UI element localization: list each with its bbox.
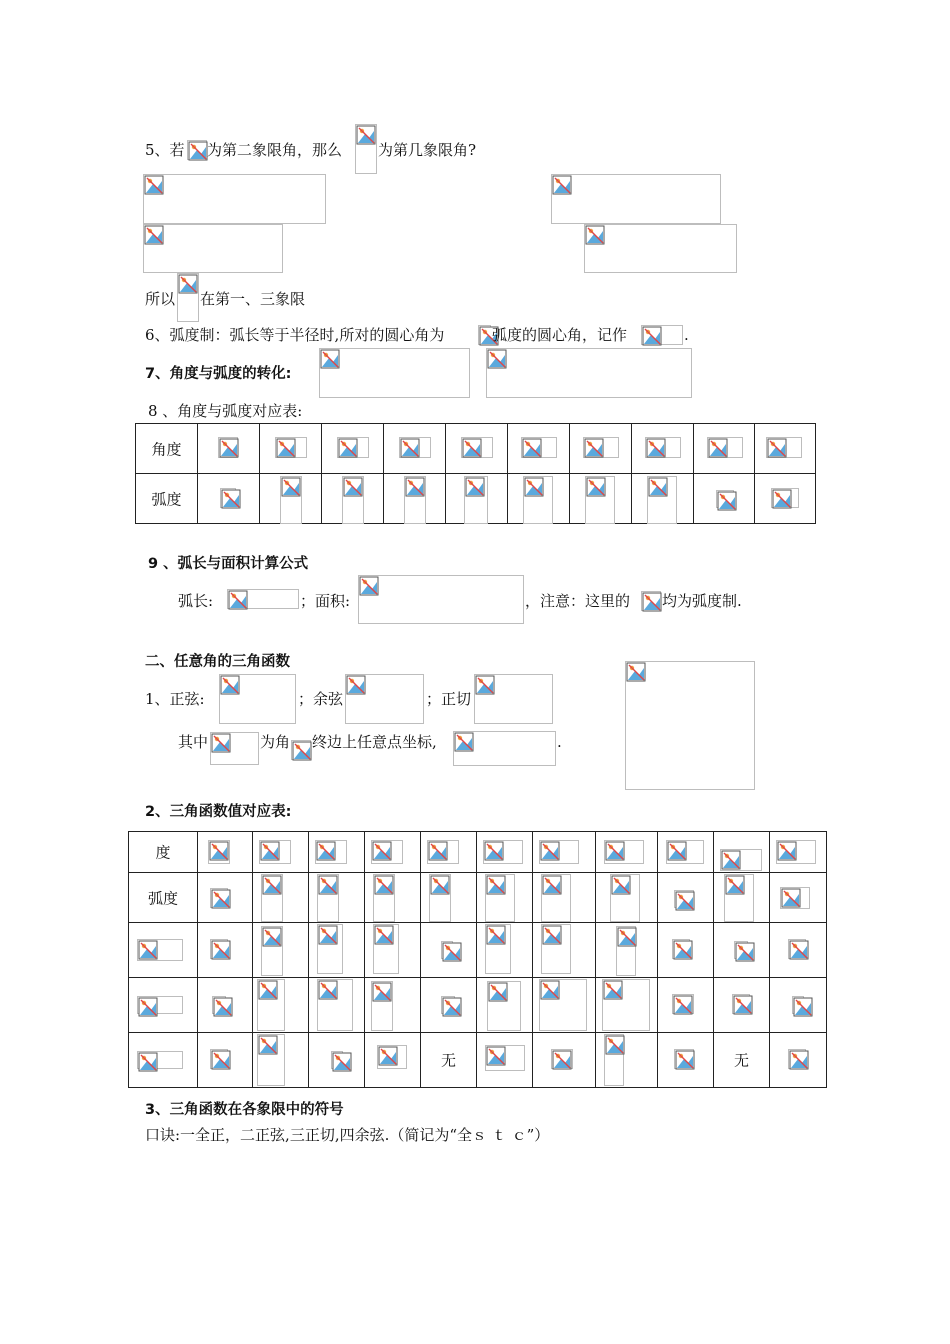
broken-image-icon bbox=[221, 489, 241, 509]
broken-image-icon bbox=[725, 875, 745, 895]
table-row bbox=[129, 923, 827, 978]
broken-image-icon bbox=[475, 675, 495, 695]
formula-image bbox=[672, 939, 690, 959]
formula-image bbox=[210, 888, 228, 908]
broken-image-icon bbox=[777, 841, 797, 861]
broken-image-icon bbox=[767, 438, 787, 458]
broken-image-icon bbox=[617, 927, 637, 947]
broken-image-icon bbox=[213, 997, 233, 1017]
formula-image bbox=[647, 476, 677, 524]
formula-image bbox=[478, 325, 491, 345]
formula-image bbox=[137, 1051, 183, 1069]
formula-image bbox=[317, 979, 353, 1031]
broken-image-icon bbox=[540, 980, 560, 1000]
broken-image-icon bbox=[258, 980, 278, 1000]
formula-image bbox=[604, 1034, 624, 1086]
formula-image bbox=[585, 476, 615, 524]
formula-image bbox=[666, 840, 704, 864]
broken-image-icon bbox=[178, 274, 198, 294]
broken-image-icon bbox=[605, 841, 625, 861]
formula-image bbox=[724, 874, 754, 922]
row-header-label: 弧度 bbox=[151, 490, 182, 508]
formula-image bbox=[220, 488, 236, 508]
table-row bbox=[129, 832, 827, 873]
sec5-result-a: 所以 bbox=[145, 290, 176, 308]
sec5-text-c: 为第几象限角? bbox=[378, 141, 477, 159]
broken-image-icon bbox=[209, 841, 229, 861]
row-header-label: 弧度 bbox=[147, 889, 178, 907]
broken-image-icon bbox=[735, 942, 755, 962]
formula-image bbox=[212, 996, 226, 1014]
broken-image-icon bbox=[442, 997, 462, 1017]
formula-image bbox=[771, 488, 799, 508]
formula-image bbox=[427, 840, 459, 864]
broken-image-icon bbox=[430, 875, 450, 895]
broken-image-icon bbox=[211, 1050, 231, 1070]
sec8-title: 8 、角度与弧度对应表: bbox=[148, 402, 303, 420]
broken-image-icon bbox=[320, 349, 340, 369]
row-header bbox=[136, 474, 198, 524]
broken-image-icon bbox=[675, 891, 695, 911]
formula-image bbox=[486, 348, 692, 398]
formula-image bbox=[187, 140, 207, 160]
broken-image-icon bbox=[374, 875, 394, 895]
sec2-text-d: 其中 bbox=[178, 733, 209, 751]
broken-image-icon bbox=[343, 477, 363, 497]
broken-image-icon bbox=[626, 662, 646, 682]
broken-image-icon bbox=[454, 732, 474, 752]
formula-image bbox=[674, 1049, 694, 1069]
formula-image bbox=[399, 437, 431, 458]
broken-image-icon bbox=[400, 438, 420, 458]
broken-image-icon bbox=[462, 438, 482, 458]
formula-image bbox=[317, 874, 339, 922]
sec9-text-d: 均为弧度制. bbox=[662, 592, 742, 610]
sec9-text-b: ；面积: bbox=[300, 592, 351, 610]
broken-image-icon bbox=[585, 225, 605, 245]
broken-image-icon bbox=[708, 438, 728, 458]
broken-image-icon bbox=[442, 942, 462, 962]
row-header bbox=[136, 424, 198, 474]
broken-image-icon bbox=[211, 940, 231, 960]
formula-image bbox=[551, 174, 721, 224]
sec3-text: 口诀:一全正，二正弦,三正切,四余弦.（简记为“全ｓ ｔ ｃ”） bbox=[145, 1126, 550, 1144]
broken-image-icon bbox=[675, 1050, 695, 1070]
broken-image-icon bbox=[372, 841, 392, 861]
broken-image-icon bbox=[605, 1035, 625, 1055]
formula-image bbox=[485, 924, 511, 974]
formula-image bbox=[227, 589, 299, 609]
sec7-title: 7、角度与弧度的转化: bbox=[145, 366, 292, 382]
formula-image bbox=[257, 1034, 285, 1086]
formula-image bbox=[275, 437, 307, 458]
broken-image-icon bbox=[586, 477, 606, 497]
formula-image bbox=[373, 924, 399, 974]
broken-image-icon bbox=[611, 875, 631, 895]
broken-image-icon bbox=[642, 592, 662, 612]
sec9-title: 9 、弧长与面积计算公式 bbox=[148, 556, 309, 572]
broken-image-icon bbox=[542, 875, 562, 895]
formula-image bbox=[137, 996, 183, 1014]
broken-image-icon bbox=[487, 349, 507, 369]
formula-image bbox=[210, 1049, 228, 1069]
broken-image-icon bbox=[524, 477, 544, 497]
broken-image-icon bbox=[642, 326, 662, 346]
broken-image-icon bbox=[262, 875, 282, 895]
formula-image bbox=[732, 994, 750, 1014]
broken-image-icon bbox=[260, 841, 280, 861]
table-row bbox=[129, 978, 827, 1033]
broken-image-icon bbox=[522, 438, 542, 458]
formula-image bbox=[610, 874, 640, 922]
formula-image bbox=[257, 979, 285, 1031]
formula-image bbox=[280, 476, 302, 524]
formula-image bbox=[641, 325, 683, 345]
formula-image bbox=[583, 437, 619, 458]
formula-image bbox=[210, 732, 259, 765]
formula-image bbox=[404, 476, 426, 524]
formula-image bbox=[539, 840, 579, 864]
table-row bbox=[129, 873, 827, 923]
formula-image bbox=[776, 840, 816, 864]
formula-image bbox=[337, 437, 369, 458]
no-value-text: 无 bbox=[733, 1051, 749, 1070]
formula-image bbox=[616, 926, 636, 976]
formula-image bbox=[219, 674, 296, 724]
formula-image bbox=[177, 273, 199, 322]
table-row bbox=[136, 474, 816, 524]
sec6-text-a: 6、弧度制：弧长等于半径时,所对的圆心角为 bbox=[145, 326, 445, 344]
formula-image bbox=[261, 874, 283, 922]
broken-image-icon bbox=[584, 438, 604, 458]
formula-image bbox=[734, 941, 748, 959]
broken-image-icon bbox=[374, 925, 394, 945]
formula-image bbox=[539, 979, 587, 1031]
broken-image-icon bbox=[332, 1052, 352, 1072]
broken-image-icon bbox=[465, 477, 485, 497]
broken-image-icon bbox=[220, 675, 240, 695]
formula-image bbox=[485, 874, 515, 922]
sec9-text-a: 弧长: bbox=[178, 592, 214, 610]
broken-image-icon bbox=[405, 477, 425, 497]
broken-image-icon bbox=[648, 477, 668, 497]
broken-image-icon bbox=[219, 438, 239, 458]
formula-image bbox=[792, 996, 804, 1014]
broken-image-icon bbox=[138, 1052, 158, 1072]
formula-image bbox=[331, 1051, 343, 1069]
broken-image-icon bbox=[542, 925, 562, 945]
broken-image-icon bbox=[258, 1035, 278, 1055]
formula-image bbox=[137, 939, 183, 961]
formula-image bbox=[788, 1049, 806, 1069]
sec2-text-c: ；正切 bbox=[426, 690, 472, 708]
formula-image bbox=[604, 840, 644, 864]
angle-radian-table bbox=[135, 423, 816, 524]
formula-image bbox=[707, 437, 743, 458]
sec2-title: 二、任意角的三角函数 bbox=[145, 654, 290, 670]
broken-image-icon bbox=[673, 995, 693, 1015]
broken-image-icon bbox=[138, 940, 158, 960]
sec3-title: 3、三角函数在各象限中的符号 bbox=[145, 1102, 344, 1118]
sec2-text-f: 终边上任意点坐标, bbox=[312, 733, 437, 751]
broken-image-icon bbox=[262, 927, 282, 947]
broken-image-icon bbox=[228, 590, 248, 610]
formula-image bbox=[291, 740, 311, 760]
formula-image bbox=[523, 476, 553, 524]
formula-image bbox=[319, 348, 470, 398]
broken-image-icon bbox=[717, 491, 737, 511]
broken-image-icon bbox=[372, 982, 392, 1002]
broken-image-icon bbox=[378, 1046, 398, 1066]
formula-image bbox=[371, 840, 403, 864]
formula-image bbox=[358, 575, 524, 624]
formula-image bbox=[315, 840, 347, 864]
formula-image bbox=[541, 874, 571, 922]
formula-image bbox=[259, 840, 291, 864]
sec9-text-c: ，注意：这里的 bbox=[525, 592, 631, 610]
formula-image bbox=[208, 840, 230, 864]
formula-image bbox=[641, 591, 661, 611]
coordinate-figure bbox=[625, 661, 755, 790]
formula-image bbox=[377, 1045, 407, 1069]
row-header bbox=[129, 832, 198, 873]
formula-image bbox=[645, 437, 681, 458]
formula-image bbox=[766, 437, 802, 458]
formula-image bbox=[674, 890, 694, 908]
sec2-text-b: ；余弦 bbox=[298, 690, 344, 708]
broken-image-icon bbox=[603, 980, 623, 1000]
broken-image-icon bbox=[292, 741, 312, 761]
broken-image-icon bbox=[486, 875, 506, 895]
table-row bbox=[129, 1033, 827, 1088]
row-header-label: 角度 bbox=[151, 440, 182, 458]
formula-image bbox=[551, 1049, 573, 1069]
broken-image-icon bbox=[356, 125, 376, 145]
sec2t-title: 2、三角函数值对应表: bbox=[145, 804, 292, 820]
no-value-text: 无 bbox=[440, 1051, 456, 1070]
formula-image bbox=[355, 124, 377, 174]
formula-image bbox=[483, 840, 523, 864]
broken-image-icon bbox=[552, 1050, 572, 1070]
formula-image bbox=[487, 981, 521, 1031]
broken-image-icon bbox=[540, 841, 560, 861]
broken-image-icon bbox=[281, 477, 301, 497]
formula-image bbox=[521, 437, 557, 458]
broken-image-icon bbox=[789, 940, 809, 960]
broken-image-icon bbox=[428, 841, 448, 861]
formula-image bbox=[143, 174, 326, 224]
broken-image-icon bbox=[646, 438, 666, 458]
formula-image bbox=[780, 887, 810, 909]
formula-image bbox=[441, 996, 455, 1014]
formula-image bbox=[143, 224, 283, 273]
broken-image-icon bbox=[318, 925, 338, 945]
sec5-result-b: 在第一、三象限 bbox=[200, 290, 306, 308]
sec5-text-a: 5、若 bbox=[145, 141, 185, 159]
formula-image bbox=[441, 941, 453, 959]
broken-image-icon bbox=[144, 175, 164, 195]
formula-image bbox=[672, 994, 694, 1014]
table-row bbox=[136, 424, 816, 474]
sec5-text-b: 为第二象限角，那么 bbox=[207, 141, 343, 159]
formula-image bbox=[210, 939, 228, 959]
formula-image bbox=[453, 731, 556, 766]
row-header bbox=[129, 873, 198, 923]
broken-image-icon bbox=[789, 1050, 809, 1070]
formula-image bbox=[474, 674, 553, 724]
formula-image bbox=[345, 674, 424, 724]
sec2-text-e: 为角 bbox=[260, 733, 291, 751]
broken-image-icon bbox=[772, 489, 792, 509]
broken-image-icon bbox=[359, 576, 379, 596]
broken-image-icon bbox=[667, 841, 687, 861]
sec6-text-c: . bbox=[684, 326, 689, 344]
broken-image-icon bbox=[781, 888, 801, 908]
broken-image-icon bbox=[188, 141, 208, 161]
formula-image bbox=[373, 874, 395, 922]
sec2-text-a: 1、正弦: bbox=[145, 690, 205, 708]
broken-image-icon bbox=[211, 733, 231, 753]
sec2-text-g: . bbox=[557, 733, 562, 751]
broken-image-icon bbox=[673, 940, 693, 960]
formula-image bbox=[602, 979, 650, 1031]
formula-image bbox=[342, 476, 364, 524]
formula-image bbox=[317, 924, 343, 974]
formula-image bbox=[485, 1045, 525, 1071]
broken-image-icon bbox=[318, 980, 338, 1000]
broken-image-icon bbox=[346, 675, 366, 695]
trig-values-table bbox=[128, 831, 827, 1088]
formula-image bbox=[371, 981, 393, 1031]
sec6-text-b: 弧度的圆心角，记作 bbox=[492, 326, 628, 344]
formula-image bbox=[261, 926, 283, 976]
broken-image-icon bbox=[316, 841, 336, 861]
broken-image-icon bbox=[486, 1046, 506, 1066]
broken-image-icon bbox=[211, 889, 231, 909]
formula-image bbox=[218, 437, 238, 458]
formula-image bbox=[541, 924, 571, 974]
formula-image bbox=[788, 939, 806, 959]
broken-image-icon bbox=[144, 225, 164, 245]
broken-image-icon bbox=[793, 997, 813, 1017]
broken-image-icon bbox=[488, 982, 508, 1002]
broken-image-icon bbox=[552, 175, 572, 195]
broken-image-icon bbox=[733, 995, 753, 1015]
broken-image-icon bbox=[138, 997, 158, 1017]
formula-image bbox=[461, 437, 493, 458]
broken-image-icon bbox=[338, 438, 358, 458]
broken-image-icon bbox=[486, 925, 506, 945]
row-header-label: 度 bbox=[155, 843, 171, 862]
broken-image-icon bbox=[484, 841, 504, 861]
formula-image bbox=[720, 849, 762, 871]
broken-image-icon bbox=[276, 438, 296, 458]
formula-image bbox=[429, 874, 451, 922]
formula-image bbox=[464, 476, 488, 524]
broken-image-icon bbox=[318, 875, 338, 895]
formula-image bbox=[716, 490, 734, 508]
broken-image-icon bbox=[721, 850, 741, 870]
formula-image bbox=[584, 224, 737, 273]
